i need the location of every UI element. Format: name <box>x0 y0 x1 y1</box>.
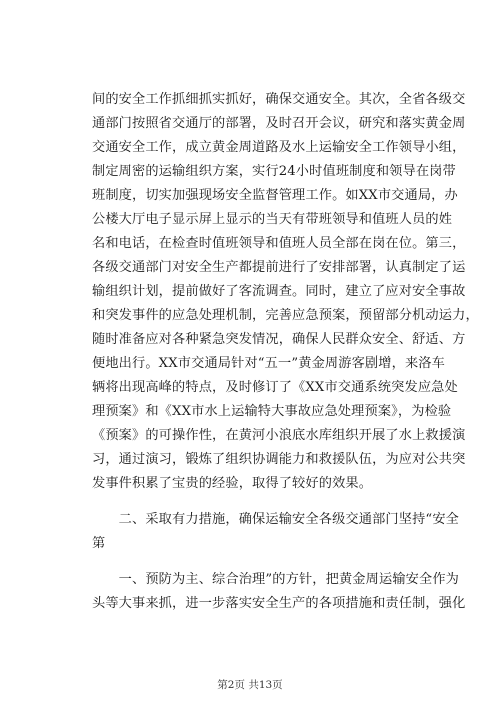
page-number-footer: 第2页 共13页 <box>217 679 283 691</box>
section-heading-line: 第 <box>92 536 106 551</box>
text-line: 《预案》的可操作性，在黄河小浪底水库组织开展了水上救援演 <box>92 428 466 443</box>
text-line: 一、预防为主、综合治理”的方针，把黄金周运输安全作为 <box>92 572 460 587</box>
section-heading-line: 二、采取有力措施，确保运输安全各级交通部门坚持“安全 <box>92 512 460 527</box>
text-line: 通部门按照省交通厅的部署，及时召开会议，研究和落实黄金周 <box>92 116 466 131</box>
body-text <box>92 88 479 616</box>
text-line: 便地出行。XX市交通局针对“五一”黄金周游客剧增，来洛车 <box>92 356 445 371</box>
text-line: 各级交通部门对安全生产都提前进行了安排部署，认真制定了运 <box>92 260 466 275</box>
text-line: 辆将出现高峰的特点，及时修订了《XX市交通系统突发应急处 <box>92 380 458 395</box>
text-line: 习，通过演习，锻炼了组织协调能力和救援队伍，为应对公共突 <box>92 452 466 467</box>
text-line: 班制度，切实加强现场安全监督管理工作。如XX市交通局，办 <box>92 188 458 203</box>
text-line: 随时准备应对各种紧急突发情况，确保人民群众安全、舒适、方 <box>92 332 466 347</box>
text-line: 交通安全工作，成立黄金周道路及水上运输安全工作领导小组， <box>92 140 466 155</box>
text-line: 头等大事来抓，进一步落实安全生产的各项措施和责任制，强化 <box>92 596 466 611</box>
text-line: 公楼大厅电子显示屏上显示的当天有带班领导和值班人员的姓 <box>92 212 453 227</box>
text-line: 发事件积累了宝贵的经验，取得了较好的效果。 <box>92 476 373 491</box>
text-line: 间的安全工作抓细抓实抓好，确保交通安全。其次，全省各级交 <box>92 92 466 107</box>
text-line: 输组织计划，提前做好了客流调查。同时，建立了应对安全事故 <box>92 284 466 299</box>
text-line: 理预案》和《XX市水上运输特大事故应急处理预案》，为检验 <box>92 404 452 419</box>
text-line: 和突发事件的应急处理机制，完善应急预案，预留部分机动运力， <box>92 308 479 323</box>
text-line: 名和电话，在检查时值班领导和值班人员全部在岗在位。第三， <box>92 236 466 251</box>
text-line: 制定周密的运输组织方案，实行24小时值班制度和领导在岗带 <box>92 164 456 179</box>
